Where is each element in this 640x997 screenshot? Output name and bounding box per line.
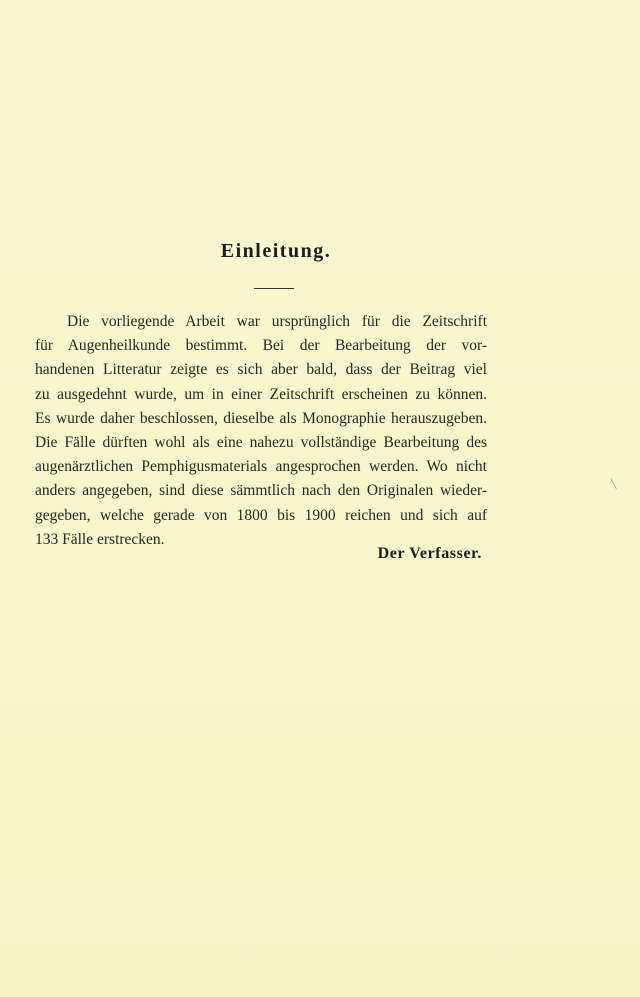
title-divider: [254, 288, 294, 289]
author-signature: Der Verfasser.: [377, 545, 482, 562]
paper-speck: ╲: [611, 479, 617, 489]
paragraph-line: gegeben, welche gerade von 1800 bis 1900 reichen und sich auf: [35, 506, 487, 524]
page-title: Einleitung.: [220, 240, 332, 262]
paragraph-line: zu ausgedehnt wurde, um in einer Zeitschrift erscheinen zu können.: [35, 385, 487, 403]
paragraph-line: Die Fälle dürften wohl als eine nahezu vollständige Bearbeitung des: [35, 434, 487, 452]
paragraph-line: handenen Litteratur zeigte es sich aber bald, dass der Beitrag viel: [35, 361, 487, 379]
paragraph-line: augenärztlichen Pemphigusmaterials angesprochen werden. Wo nicht: [35, 458, 487, 476]
introduction-paragraph: [35, 310, 487, 552]
paragraph-line: anders angegeben, sind diese sämmtlich nach den Originalen wieder-: [35, 482, 487, 500]
paragraph-line: für Augenheilkunde bestimmt. Bei der Bearbeitung der vor-: [35, 337, 487, 355]
paragraph-line: Die vorliegende Arbeit war ursprünglich für die Zeitschrift: [67, 313, 487, 330]
paragraph-line: 133 Fälle erstrecken.: [35, 530, 165, 548]
paragraph-line: Es wurde daher beschlossen, dieselbe als Monographie herauszugeben.: [35, 409, 487, 427]
